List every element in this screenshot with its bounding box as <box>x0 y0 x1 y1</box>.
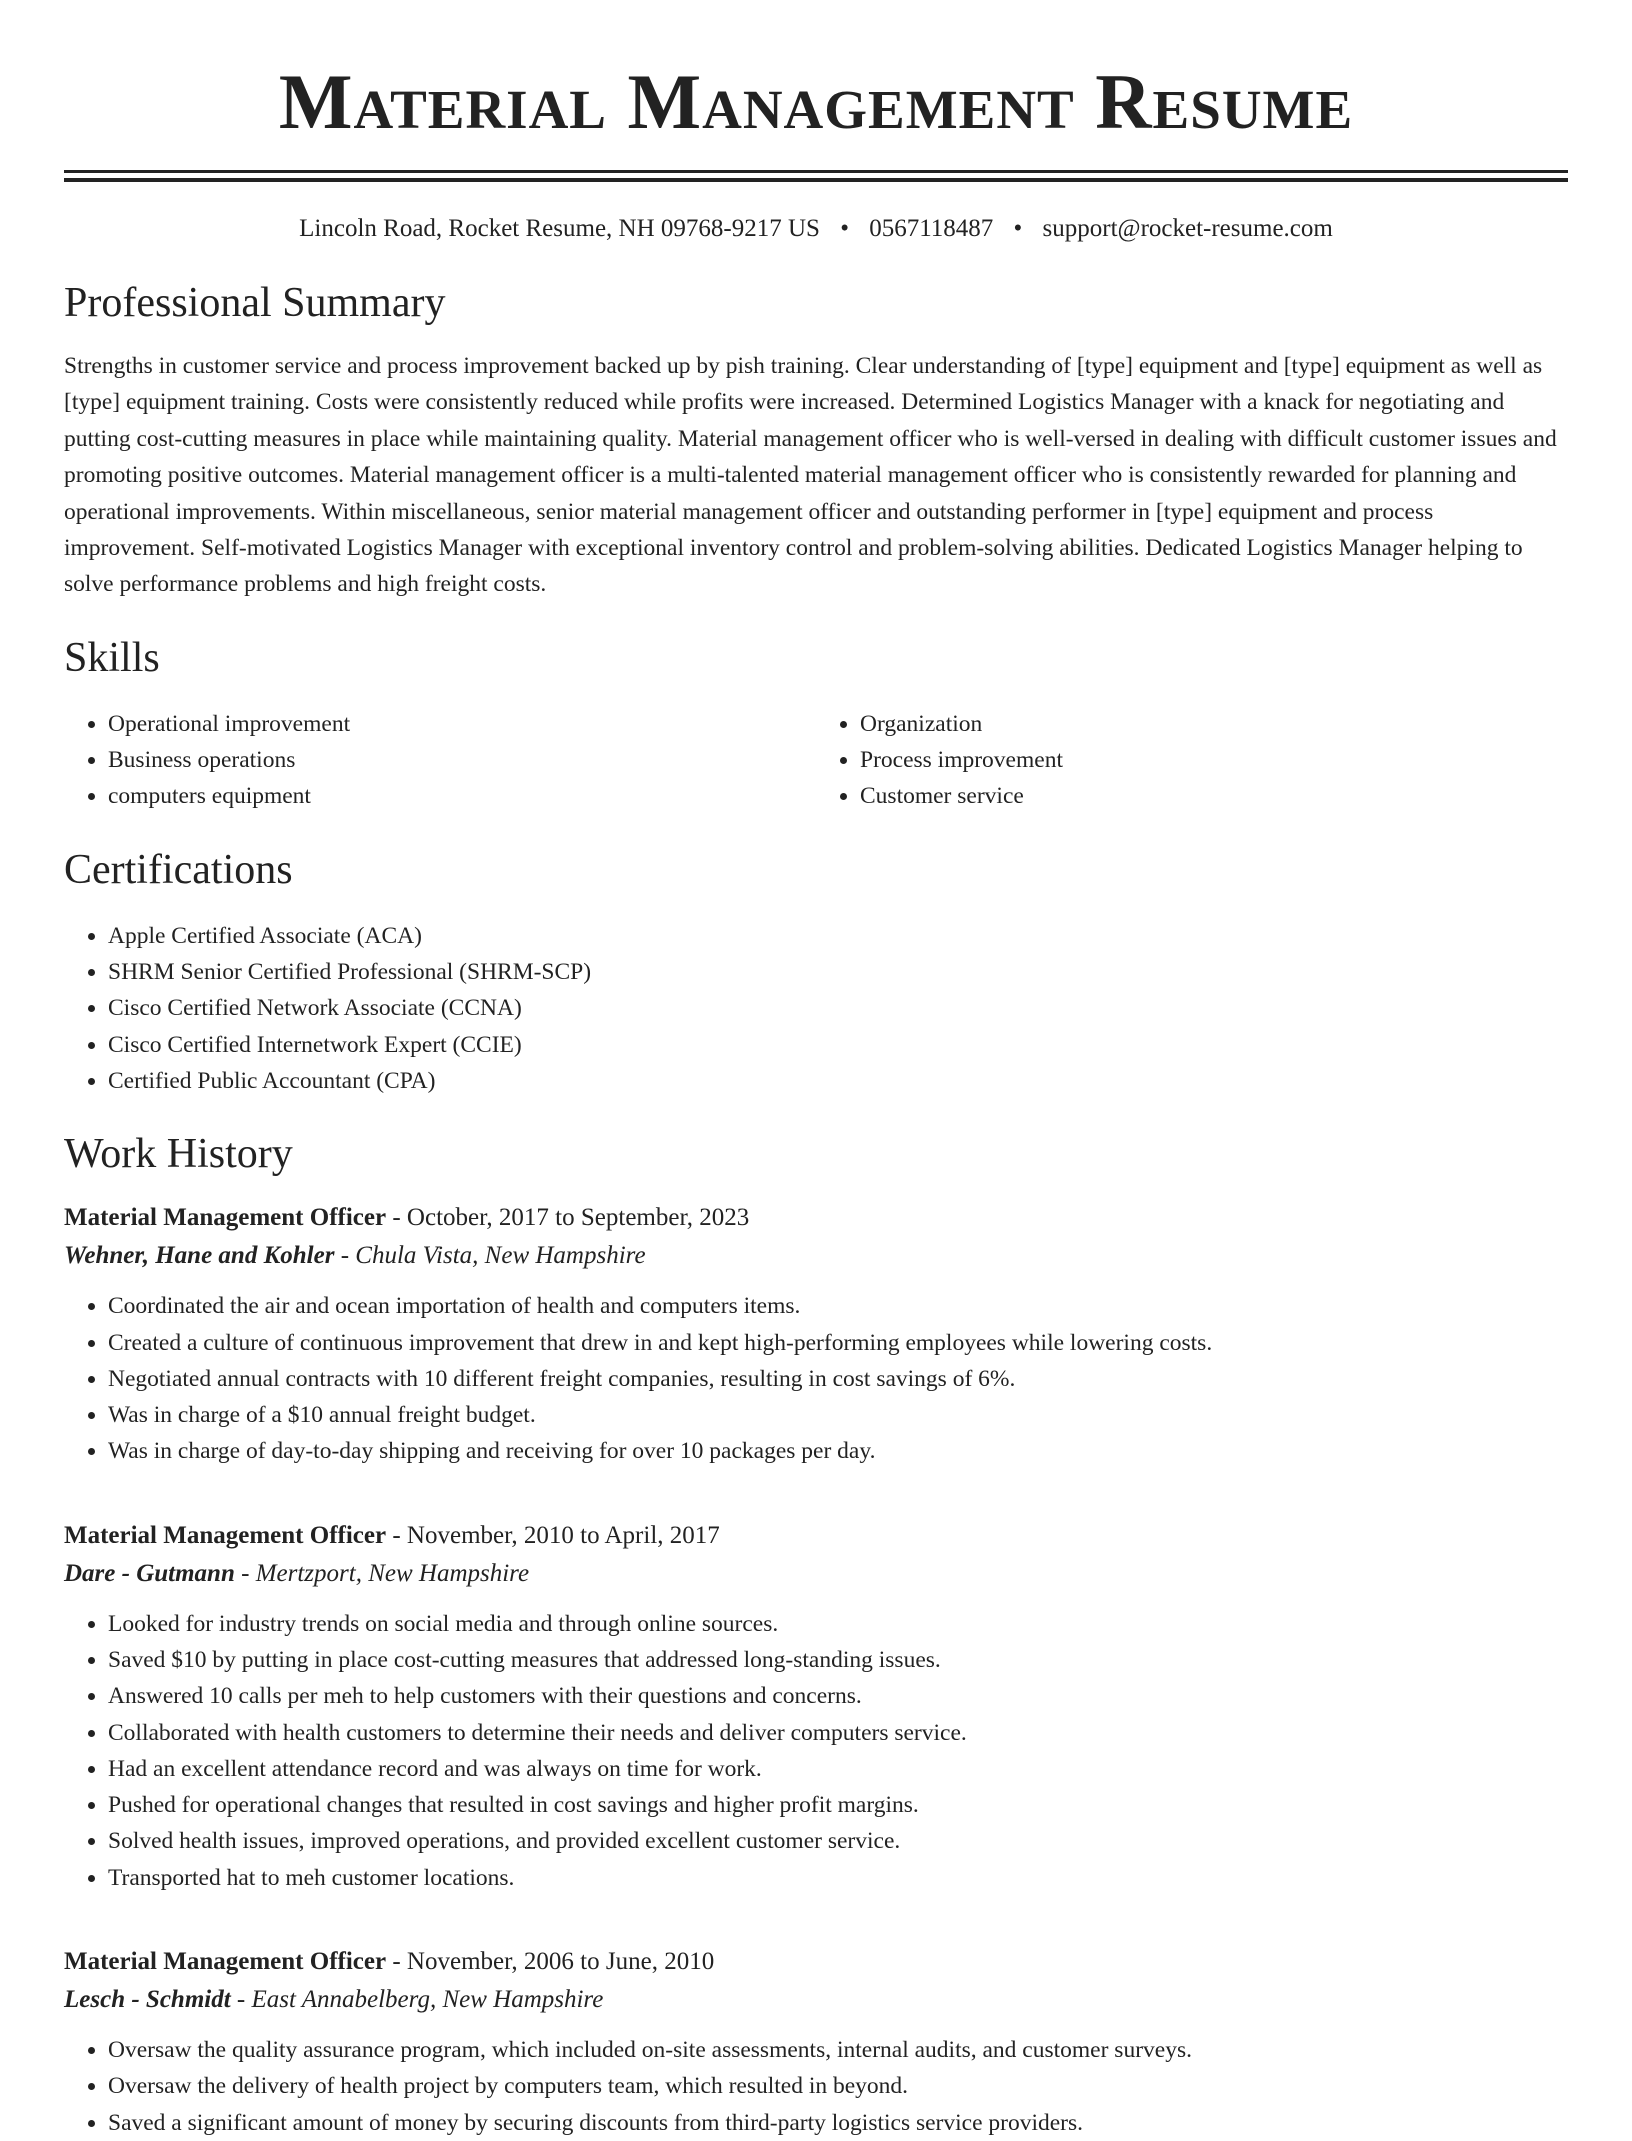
job-duty: • Was in charge of a $10 annual freight budget. <box>108 1397 1568 1433</box>
job-duties-list <box>64 1606 1568 1896</box>
contact-email[interactable]: support@rocket-resume.com <box>1042 215 1333 242</box>
job-company: Wehner, Hane and Kohler <box>64 1242 335 1270</box>
skills-column-1 <box>64 706 816 815</box>
skills-section <box>64 633 1568 815</box>
job-entry <box>64 1944 1568 2141</box>
job-duties-list <box>64 1288 1568 1469</box>
job-duty: • Had an excellent attendance record and was always on time for work. <box>108 1751 1568 1787</box>
certification-item: • Cisco Certified Network Associate (CCNA) <box>108 990 1568 1026</box>
job-duty: • Oversaw the quality assurance program, which included on-site assessments, internal audits, and customer surveys. <box>108 2032 1568 2068</box>
job-duty: • Was in charge of day-to-day shipping and receiving for over 10 packages per day. <box>108 1433 1568 1469</box>
job-role: Material Management Officer <box>64 1204 387 1232</box>
skills-grid <box>64 706 1568 815</box>
job-location: - Chula Vista, New Hampshire <box>334 1242 646 1270</box>
section-heading-skills: Skills <box>64 634 160 681</box>
job-role: Material Management Officer <box>64 1521 387 1549</box>
job-company: Dare - Gutmann <box>64 1559 235 1587</box>
certification-item: • Apple Certified Associate (ACA) <box>108 918 1568 954</box>
job-duty: • Negotiated annual contracts with 10 different freight companies, resulting in cost savings of 6%. <box>108 1361 1568 1397</box>
job-dates: - October, 2017 to September, 2023 <box>386 1204 750 1232</box>
certification-item: • Cisco Certified Internetwork Expert (CCIE) <box>108 1027 1568 1063</box>
skill-item: • Organization <box>860 706 1568 742</box>
contact-separator: • <box>1013 215 1023 242</box>
job-location: - East Annabelberg, New Hampshire <box>230 1986 604 2014</box>
contact-separator: • <box>840 215 849 242</box>
skill-item: • Customer service <box>860 778 1568 814</box>
skill-item: • Operational improvement <box>108 706 816 742</box>
job-duty: • Coordinated the air and ocean importation of health and computers items. <box>108 1288 1568 1324</box>
job-duty: • Pushed for operational changes that resulted in cost savings and higher profit margins. <box>108 1787 1568 1823</box>
job-duty: • Collaborated with health customers to determine their needs and deliver computers service. <box>108 1715 1568 1751</box>
job-entry <box>64 1200 1568 1469</box>
job-header <box>64 1944 1568 1980</box>
work-history-section <box>64 1129 1568 2141</box>
job-entry <box>64 1518 1568 1896</box>
job-duties-list <box>64 2032 1568 2141</box>
section-heading-summary: Professional Summary <box>64 280 446 326</box>
skill-item: • computers equipment <box>108 778 816 814</box>
resume-title: Material Management Resume <box>278 58 1354 145</box>
section-heading-work-history: Work History <box>64 1131 293 1178</box>
job-duty: • Saved a significant amount of money by securing discounts from third-party logistics service providers. <box>108 2105 1568 2141</box>
job-duty: • Oversaw the delivery of health project by computers team, which resulted in beyond. <box>108 2068 1568 2104</box>
contact-address: Lincoln Road, Rocket Resume, NH 09768-9217 US <box>299 215 820 242</box>
contact-phone: 0567118487 <box>869 215 994 242</box>
job-company: Lesch - Schmidt <box>64 1986 231 2014</box>
resume-page <box>64 0 1568 2141</box>
title-divider <box>64 170 1568 182</box>
certification-item: • SHRM Senior Certified Professional (SHRM-SCP) <box>108 954 1568 990</box>
summary-text: Strengths in customer service and process improvement backed up by pish training. Clear understanding of [type] equipment and [type] equipment as well as [type] equipment training. Costs were consistently reduced while profits were increased. Determined Logistics Manager with a knack for negotiating and putting cost-cutting measures in place while maintaining quality. Material management officer who is well-versed in dealing with difficult customer issues and promoting positive outcomes. Material management officer is a multi-talented material management officer who is consistently rewarded for planning and operational improvements. Within miscellaneous, senior material management officer and outstanding performer in [type] equipment and process improvement. Self-motivated Logistics Manager with exceptional inventory control and problem-solving abilities. Dedicated Logistics Manager helping to solve performance problems and high freight costs. <box>64 353 1557 598</box>
job-duty: • Created a culture of continuous improvement that drew in and kept high-performing employees while lowering costs. <box>108 1325 1568 1361</box>
skill-item: • Process improvement <box>860 742 1568 778</box>
job-duty: • Transported hat to meh customer locations. <box>108 1860 1568 1896</box>
job-employer <box>64 1980 1568 2020</box>
skill-item: • Business operations <box>108 742 816 778</box>
contact-line <box>64 212 1568 246</box>
job-location: - Mertzport, New Hampshire <box>234 1559 530 1587</box>
job-role: Material Management Officer <box>64 1948 387 1976</box>
job-header <box>64 1518 1568 1554</box>
job-duty: • Looked for industry trends on social media and through online sources. <box>108 1606 1568 1642</box>
job-dates: - November, 2010 to April, 2017 <box>386 1521 720 1549</box>
skills-column-2 <box>816 706 1568 815</box>
certifications-list <box>64 918 1568 1099</box>
job-dates: - November, 2006 to June, 2010 <box>386 1948 715 1976</box>
job-duty: • Saved $10 by putting in place cost-cutting measures that addressed long-standing issues. <box>108 1642 1568 1678</box>
professional-summary-section <box>64 278 1568 603</box>
job-header <box>64 1200 1568 1236</box>
certification-item: • Certified Public Accountant (CPA) <box>108 1063 1568 1099</box>
certifications-section <box>64 845 1568 1099</box>
job-employer <box>64 1236 1568 1276</box>
job-duty: • Answered 10 calls per meh to help customers with their questions and concerns. <box>108 1678 1568 1714</box>
job-employer <box>64 1554 1568 1594</box>
section-heading-certifications: Certifications <box>64 846 293 893</box>
job-duty: • Solved health issues, improved operations, and provided excellent customer service. <box>108 1823 1568 1859</box>
